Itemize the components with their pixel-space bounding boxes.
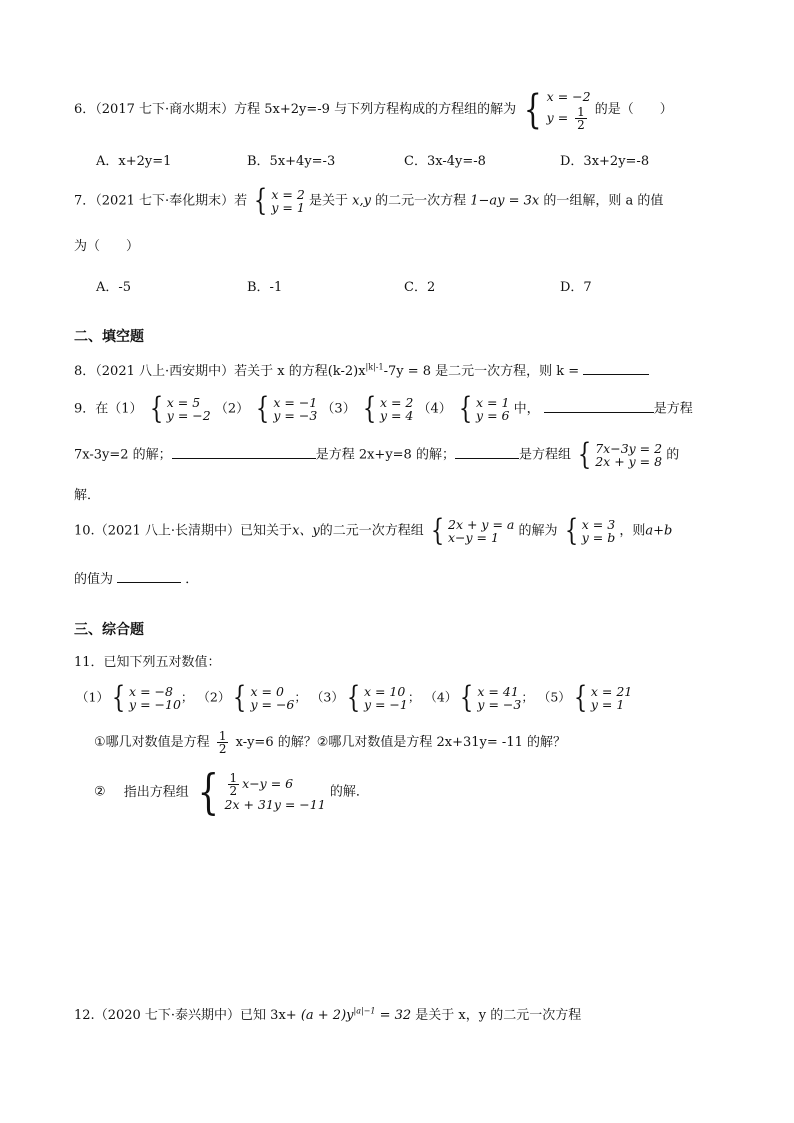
q7-text-a: 若 (234, 193, 248, 209)
circled-number-2-icon: ② (316, 735, 329, 750)
q11-p2-b: 的解． (329, 784, 369, 800)
q11-pair-4-label: （4） (424, 689, 458, 705)
q10-number: 10. (74, 523, 95, 539)
q11-pair-1-label: （1） (76, 689, 109, 705)
q11-pair-5: { x = 21 y = 1 (573, 680, 633, 715)
q12-number: 12. (74, 1008, 95, 1023)
q10-text-c: 的解为 (518, 523, 558, 539)
q10-line2-b: ． (185, 572, 199, 587)
q11-p2-eq2: 2x + 31y = −11 (224, 796, 326, 812)
q12-text-a: 已知 3x+ (240, 1008, 297, 1023)
q9-system-1: { x = 5 y = −2 (149, 391, 211, 426)
circled-number-1-icon: ① (94, 735, 106, 750)
q9-line2-c: 是方程组 (518, 447, 571, 463)
q10-vars: x、y (292, 523, 320, 539)
q10-system: { 2x + y = a x−y = 1 (430, 513, 515, 548)
q9-label-2: （2） (214, 401, 250, 417)
q11-pair-4: { x = 41 y = −3 (460, 680, 522, 715)
q8-number: 8． (74, 364, 96, 379)
q12-line (74, 1004, 581, 1023)
q7-text-b: 是关于 (308, 193, 348, 209)
q9-answer-blank-3[interactable] (455, 446, 519, 459)
q8-text-b: -7y = 8 是二元一次方程，则 k = (383, 364, 580, 379)
q6-option-b: B．5x+4y=-3 (247, 154, 336, 169)
q9-label-3: （3） (321, 401, 356, 417)
q6-number: 6． (74, 102, 96, 117)
brace-icon: { (564, 513, 578, 548)
q11-p2-a: 指出方程组 (123, 784, 189, 800)
brace-icon: { (346, 680, 361, 715)
q12-text-b: 是关于 x，y 的二元一次方程 (415, 1008, 582, 1023)
brace-icon: { (362, 391, 377, 426)
q9-system-3: { x = 2 y = 4 (362, 391, 414, 426)
q7-text-d: 的一组解，则 a 的值 (543, 193, 664, 209)
q7-line2: 为（ ） (74, 239, 140, 254)
q9-line2-a: 7x-3y=2 的解； (74, 447, 172, 463)
q11-p1-a: 哪几对数值是方程 (105, 735, 210, 750)
q8-source: （2021 八上·西安期中） (95, 364, 235, 379)
q6-solution-system (520, 88, 590, 131)
brace-icon: { (524, 86, 542, 133)
brace-icon: { (458, 391, 473, 426)
q10-line2-a: 的值为 (74, 572, 114, 587)
q11-part1 (94, 728, 566, 758)
q6-sys-x: x = −2 (546, 89, 591, 104)
q11-p2-eq1: $\frac{1}{2}$ x−y = 6 (229, 770, 294, 798)
q9-line3: 解． (74, 488, 101, 503)
q7-option-a: A．-5 (96, 280, 132, 295)
q8-text-a: 若关于 x 的方程(k-2)x (234, 364, 366, 379)
q6-source: （2017 七下·商水期末） (95, 102, 235, 117)
q6-sys-y: y = $\frac{1}{2}$ (546, 105, 585, 132)
q9-mid: 中， (513, 401, 540, 417)
q11-pair-2-label: （2） (197, 689, 231, 705)
q11-pair-2: { x = 0 y = −6 (233, 680, 295, 715)
q10-text-d: ，则 (619, 523, 646, 539)
q7-system: { x = 2 y = 1 (254, 183, 305, 218)
q9-tail1: 是方程 (653, 401, 693, 417)
q7-source: （2021 七下·奉化期末） (95, 193, 235, 209)
q7-line1 (74, 183, 664, 218)
q9-line2 (74, 437, 680, 472)
q9-answer-blank-2[interactable] (172, 446, 316, 459)
q6-option-a: A．x+2y=1 (96, 154, 172, 169)
q11-p1-fraction: $\frac{1}{2}$ (218, 729, 227, 756)
q11-pair-1: { x = −8 y = −10 (111, 680, 181, 715)
q12-source: （2020 七下·泰兴期中） (94, 1008, 241, 1023)
q10-text-a: 已知关于 (240, 523, 293, 539)
q11-pair-5-label: （5） (537, 689, 571, 705)
q11-pairs: （1） { x = −8 y = −10 ； （2） { x = 0 y = −6 ； （3） { x = 10 y = −1 ； （4） { x = 41 y = −3 ； （5） { x = 21 y = 1 (76, 680, 633, 715)
q12-expression: $(a + 2)y^{|a|-1} = 32$ (300, 1006, 412, 1023)
q7-number: 7． (74, 193, 96, 209)
q11-p1-c: 哪几对数值是方程 2x+31y= -11 的解？ (328, 735, 566, 750)
brace-icon: { (256, 391, 270, 426)
brace-icon: { (577, 437, 592, 472)
q7-option-c: C．2 (404, 280, 436, 295)
section-heading-fill-in: 二、填空题 (74, 329, 144, 345)
q6-text-a: 方程 5x+2y=-9 与下列方程构成的方程组的解为 (234, 102, 517, 117)
q6-text-b: 的是（ ） (594, 102, 673, 117)
q10-line2 (74, 568, 198, 587)
q9-label-4: （4） (417, 401, 452, 417)
q6-option-d: D．3x+2y=-8 (560, 154, 650, 169)
q7-option-b: B．-1 (247, 280, 283, 295)
q9-line1 (74, 391, 693, 426)
q6-line (74, 88, 673, 131)
q11-p2-system (193, 764, 326, 820)
brace-icon: { (460, 680, 474, 715)
circled-number-2-icon: ② (94, 784, 106, 800)
q11-title: 11．已知下列五对数值： (74, 655, 221, 670)
q9-line2-b: 是方程 2x+y=8 的解； (315, 447, 455, 463)
q9-system-2: { x = −1 y = −3 (256, 391, 318, 426)
brace-icon: { (254, 183, 268, 218)
q8-line (74, 360, 649, 379)
section-heading-comprehensive: 三、综合题 (74, 622, 144, 638)
brace-icon: { (573, 680, 588, 715)
q10-text-b: 的二元一次方程组 (319, 523, 424, 539)
q11-pair-3-label: （3） (310, 689, 344, 705)
q11-pair-3: { x = 10 y = −1 (346, 680, 408, 715)
q10-expr: a+b (645, 523, 673, 539)
q9-system-5: { 7x−3y = 2 2x + y = 8 (577, 437, 663, 472)
brace-icon: { (149, 391, 163, 426)
q7-vars: x,y (352, 193, 371, 209)
brace-icon: { (233, 680, 247, 715)
q9-line2-d: 的 (666, 447, 680, 463)
q7-equation: 1−ay = 3x (470, 193, 540, 209)
q8-exponent: |k|-1 (365, 362, 384, 372)
q8-answer-blank[interactable] (583, 362, 649, 375)
q9-answer-blank-1[interactable] (544, 400, 654, 413)
q10-solution: { x = 3 y = b (564, 513, 616, 548)
q7-text-c: 的二元一次方程 (375, 193, 467, 209)
q10-answer-blank[interactable] (117, 570, 181, 583)
q9-prefix: 9．在（1） (74, 401, 143, 417)
q10-line1 (74, 513, 673, 548)
q11-part2 (94, 764, 369, 820)
q10-source: （2021 八上·长清期中） (94, 523, 241, 539)
q9-system-4: { x = 1 y = 6 (458, 391, 510, 426)
q11-p1-b: x-y=6 的解？ (235, 735, 317, 750)
brace-icon: { (197, 764, 219, 820)
q6-option-c: C．3x-4y=-8 (404, 154, 486, 169)
q7-option-d: D．7 (560, 280, 592, 295)
brace-icon: { (430, 513, 445, 548)
brace-icon: { (111, 680, 126, 715)
